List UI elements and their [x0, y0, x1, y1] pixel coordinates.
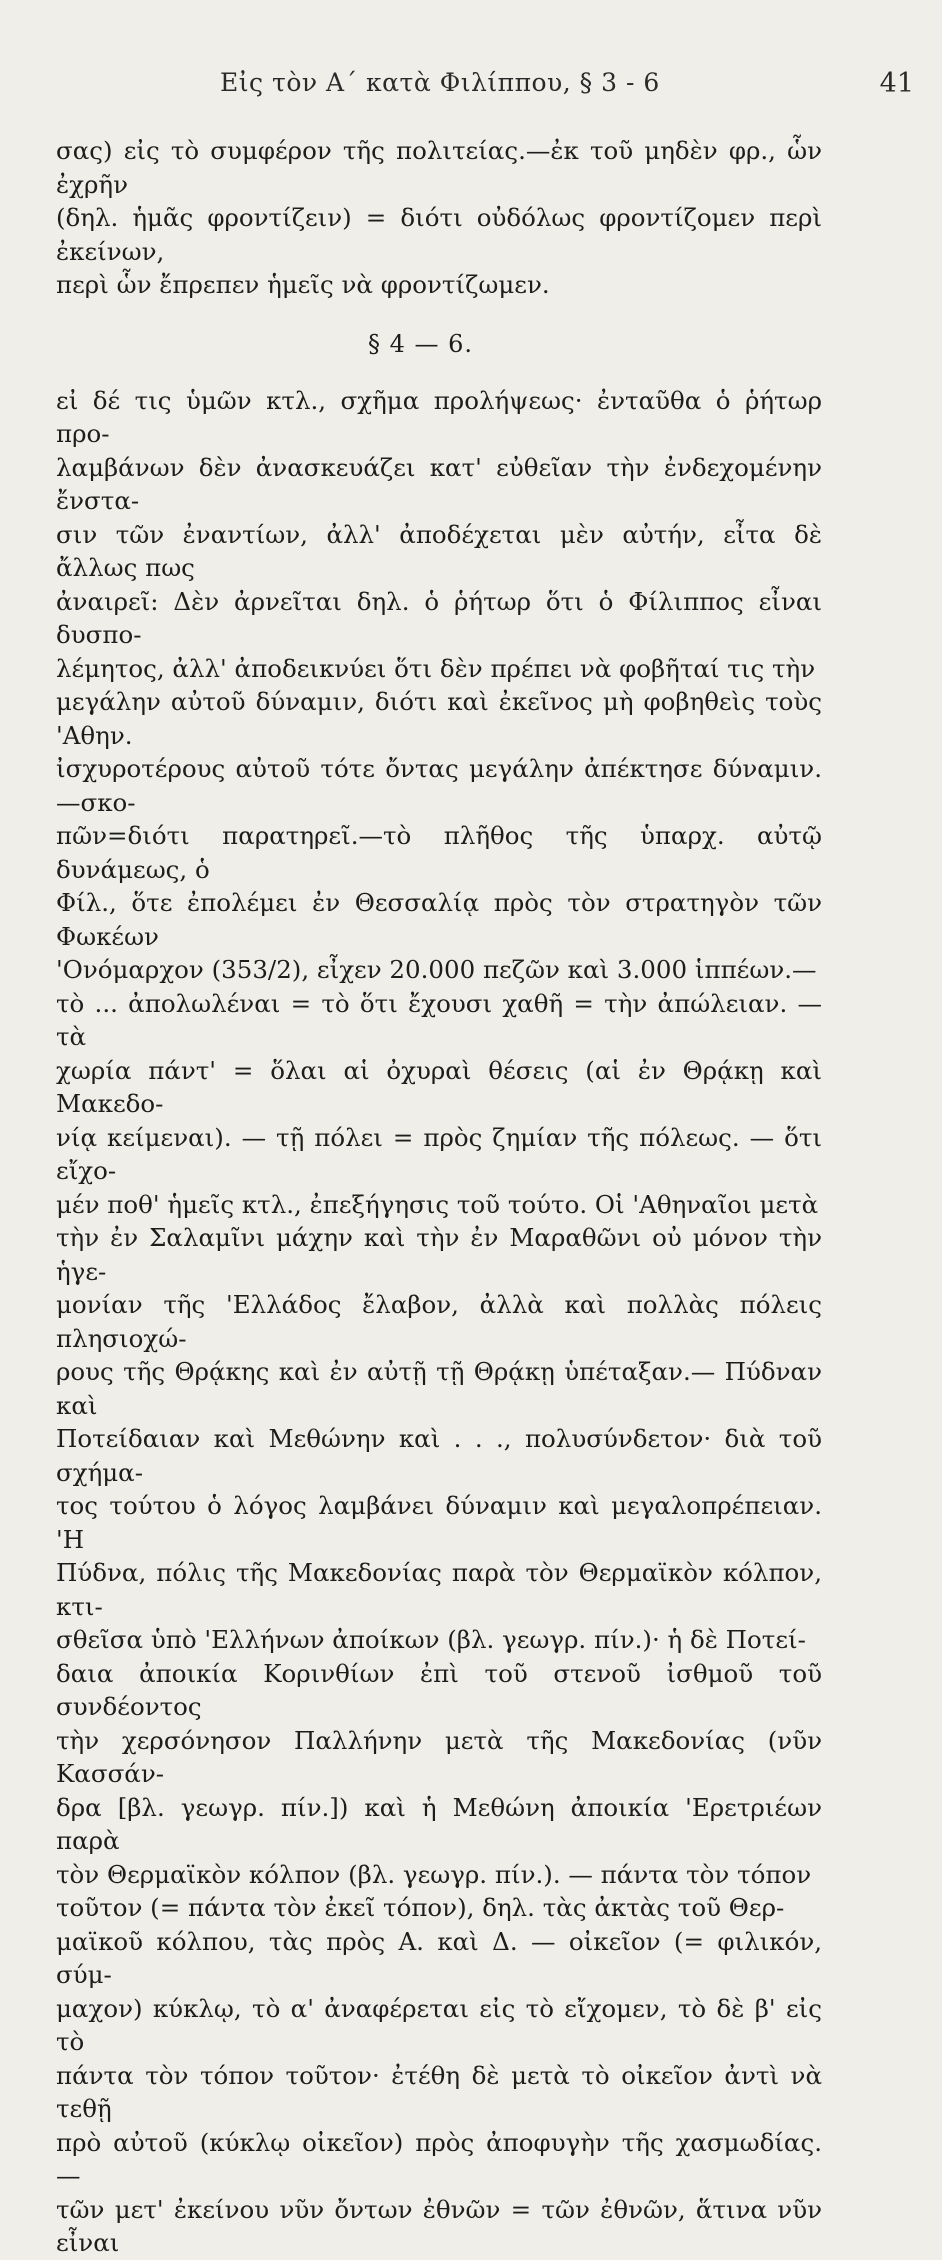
- paragraph-intro: σας) εἰς τὸ συμφέρον τῆς πολιτείας.—ἐκ τοῦ μηδὲν φρ., ὧν ἐχρῆν (δηλ. ἡμᾶς φροντίζειν) = διότι οὐδόλως φροντίζομεν περὶ ἐκείνων, περὶ ὧν ἔπρεπεν ἡμεῖς νὰ φροντίζωμεν.: [56, 136, 822, 299]
- running-head: [56, 68, 914, 118]
- running-head-title: Εἰς τὸν Α΄ κατὰ Φιλίππου, § 3 - 6: [220, 68, 660, 97]
- section-heading: § 4 — 6.: [368, 329, 474, 358]
- page-number: 41: [879, 68, 914, 99]
- paragraph-commentary: εἰ δέ τις ὑμῶν κτλ., σχῆμα προλήψεως· ἐνταῦθα ὁ ῥήτωρ προ- λαμβάνων δὲν ἀνασκευάζει κατ' εὐθεῖαν τὴν ἐνδεχομένην ἔνστα- σιν τῶν ἐναντίων, ἀλλ' ἀποδέχεται μὲν αὐτήν, εἶτα δὲ ἄλλως πως ἀναιρεῖ: Δὲν ἀρνεῖται δηλ. ὁ ῥήτωρ ὅτι ὁ Φίλιππος εἶναι δυσπο- λέμητος, ἀλλ' ἀποδεικνύει ὅτι δὲν πρέπει νὰ φοβῆταί τις τὴν μεγάλην αὐτοῦ δύναμιν, διότι καὶ ἐκεῖνος μὴ φοβηθεὶς τοὺς 'Αθην. ἰσχυροτέρους αὐτοῦ τότε ὄντας μεγάλην ἀπέκτησε δύναμιν.—σκο- πῶν=διότι παρατηρεῖ.—τὸ πλῆθος τῆς ὑπαρχ. αὐτῷ δυνάμεως, ὁ Φίλ., ὅτε ἐπολέμει ἐν Θεσσαλίᾳ πρὸς τὸν στρατηγὸν τῶν Φωκέων 'Ονόμαρχον (353/2), εἶχεν 20.000 πεζῶν καὶ 3.000 ἱππέων.— τὸ ... ἀπολωλέναι = τὸ ὅτι ἔχουσι χαθῆ = τὴν ἀπώλειαν. — τὰ χωρία πάντ' = ὅλαι αἱ ὀχυραὶ θέσεις (αἱ ἐν Θρᾴκῃ καὶ Μακεδο- νίᾳ κείμεναι). — τῇ πόλει = πρὸς ζημίαν τῆς πόλεως. — ὅτι εἴχο- μέν ποθ' ἡμεῖς κτλ., ἐπεξήγησις τοῦ τούτο. Οἱ 'Αθηναῖοι μετὰ τὴν ἐν Σαλαμῖνι μάχην καὶ τὴν ἐν Μαραθῶνι οὐ μόνον τὴν ἡγε- μονίαν τῆς 'Ελλάδος ἔλαβον, ἀλλὰ καὶ πολλὰς πόλεις πλησιοχώ- ρους τῆς Θρᾴκης καὶ ἐν αὐτῇ τῇ Θρᾴκῃ ὑπέταξαν.— Πύδναν καὶ Ποτείδαιαν καὶ Μεθώνην καὶ . . ., πολυσύνδετον· διὰ τοῦ σχήμα- τος τούτου ὁ λόγος λαμβάνει δύναμιν καὶ μεγαλοπρέπειαν. 'Η Πύδνα, πόλις τῆς Μακεδονίας παρὰ τὸν Θερμαϊκὸν κόλπον, κτι- σθεῖσα ὑπὸ 'Ελλήνων ἀποίκων (βλ. γεωγρ. πίν.)· ἡ δὲ Ποτεί- δαια ἀποικία Κορινθίων ἐπὶ τοῦ στενοῦ ἰσθμοῦ τοῦ συνδέοντος τὴν χερσόνησον Παλλήνην μετὰ τῆς Μακεδονίας (νῦν Κασσάν- δρα [βλ. γεωγρ. πίν.]) καὶ ἡ Μεθώνη ἀποικία 'Ερετριέων παρὰ τὸν Θερμαϊκὸν κόλπον (βλ. γεωγρ. πίν.). — πάντα τὸν τόπον τοῦτον (= πάντα τὸν ἐκεῖ τόπον), δηλ. τὰς ἀκτὰς τοῦ Θερ- μαϊκοῦ κόλπου, τὰς πρὸς Α. καὶ Δ. — οἰκεῖον (= φιλικόν, σύμ- μαχον) κύκλῳ, τὸ α' ἀναφέρεται εἰς τὸ εἴχομεν, τὸ δὲ β' εἰς τὸ πάντα τὸν τόπον τοῦτον· ἐτέθη δὲ μετὰ τὸ οἰκεῖον ἀντὶ νὰ τεθῇ πρὸ αὐτοῦ (κύκλῳ οἰκεῖον) πρὸς ἀποφυγὴν τῆς χασμωδίας. — τῶν μετ' ἐκείνου νῦν ὄντων ἐθνῶν = τῶν ἐθνῶν, ἅτινα νῦν εἶναι: [56, 385, 822, 2257]
- body-text: [56, 134, 822, 2260]
